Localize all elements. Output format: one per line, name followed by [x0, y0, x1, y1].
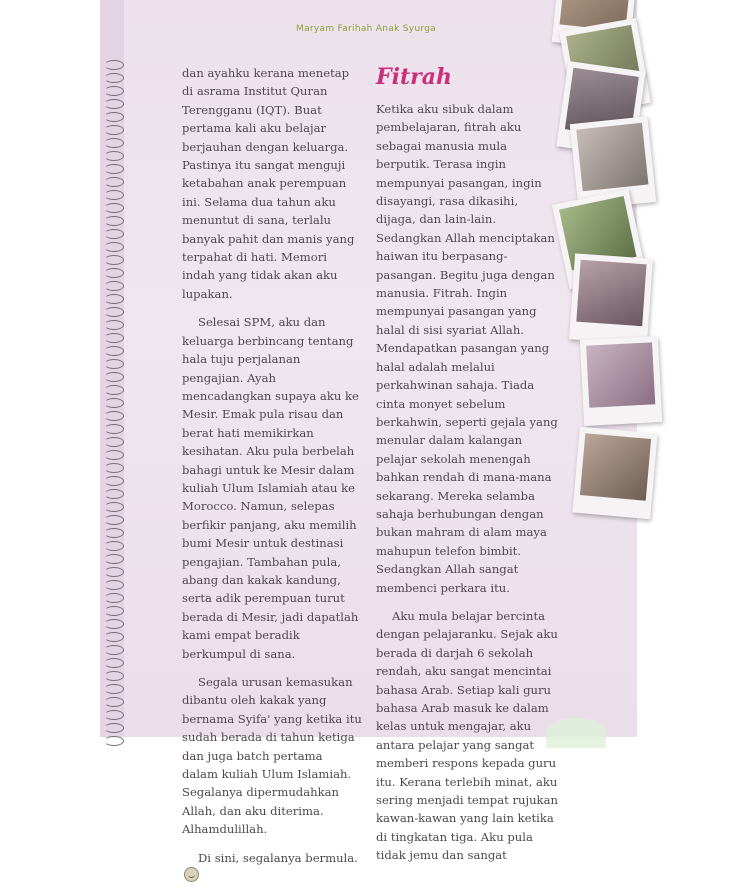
binding-ring: [104, 502, 124, 512]
section-title: Fitrah: [376, 64, 452, 90]
binding-ring: [104, 268, 124, 278]
binding-ring: [104, 463, 124, 473]
binding-ring: [104, 528, 124, 538]
binding-ring: [104, 515, 124, 525]
spiral-binding: [100, 0, 124, 737]
photo-frame: [580, 336, 662, 426]
binding-ring: [104, 437, 124, 447]
binding-ring: [104, 411, 124, 421]
binding-ring: [104, 554, 124, 564]
laughing-smiley-icon: [184, 867, 199, 882]
closing-text: Di sini, segalanya bermula.: [198, 850, 358, 865]
binding-ring: [104, 138, 124, 148]
book-page: [100, 0, 637, 865]
left-column: [182, 64, 362, 895]
binding-ring: [104, 619, 124, 629]
right-column: [376, 64, 560, 875]
binding-ring: [104, 606, 124, 616]
paragraph: Aku mula belajar bercinta dengan pelajaranku. Sejak aku berada di darjah 6 sekolah rendah, aku sangat mencintai bahasa Arab. Setiap kali guru bahasa Arab masuk ke dalam kelas untuk mengajar, aku antara pelajar yang sangat memberi respons kepada guru itu. Kerana terlebih minat, aku sering menjadi tempat rujukan kawan-kawan yang lain ketika di tingkatan tiga. Aku pula tidak jemu dan sangat: [376, 608, 558, 863]
binding-ring: [104, 216, 124, 226]
photo-collage: [560, 0, 637, 737]
binding-ring: [104, 450, 124, 460]
photo-image: [576, 123, 648, 192]
binding-ring: [104, 346, 124, 356]
binding-ring: [104, 359, 124, 369]
binding-ring: [104, 125, 124, 135]
binding-ring: [104, 632, 124, 642]
binding-ring: [104, 684, 124, 694]
binding-ring: [104, 736, 124, 746]
binding-ring: [104, 203, 124, 213]
binding-ring: [104, 86, 124, 96]
binding-ring: [104, 151, 124, 161]
binding-ring: [104, 73, 124, 83]
binding-ring: [104, 164, 124, 174]
leaf-decoration: [546, 718, 606, 748]
binding-ring: [104, 60, 124, 70]
paragraph: Selesai SPM, aku dan keluarga berbincang tentang hala tuju perjalanan pengajian. Ayah mencadangkan supaya aku ke Mesir. Emak pula risau dan berat hati memikirkan kesihatan. Aku pula berbelah bahagi untuk ke Mesir dalam kuliah Ulum Islamiah atau ke Morocco. Namun, selepas berfikir panjang, aku memilih bumi Mesir untuk destinasi pengajian. Tambahan pula, abang dan kakak kandung, serta adik perempuan turut berada di Mesir, jadi dapatlah kami empat beradik berkumpul di sana.: [182, 315, 359, 661]
binding-ring: [104, 658, 124, 668]
binding-ring: [104, 385, 124, 395]
binding-ring: [104, 567, 124, 577]
closing-line: [182, 849, 362, 886]
paragraph: dan ayahku kerana menetap di asrama Institut Quran Terengganu (IQT). Buat pertama kali aku belajar berjauhan dengan keluarga. Pastinya itu sangat menguji ketabahan anak perempuan ini. Selama dua tahun aku menuntut di sana, terlalu banyak pahit dan manis yang terpahat di hati. Memori indah yang tidak akan aku lupakan.: [182, 66, 355, 301]
binding-ring: [104, 255, 124, 265]
photo-frame: [572, 427, 657, 519]
binding-ring: [104, 398, 124, 408]
binding-ring: [104, 580, 124, 590]
binding-ring: [104, 489, 124, 499]
photo-image: [576, 260, 646, 326]
binding-ring: [104, 281, 124, 291]
photo-frame: [569, 253, 653, 344]
binding-ring: [104, 99, 124, 109]
binding-ring: [104, 671, 124, 681]
binding-ring: [104, 190, 124, 200]
running-header: Maryam Farihah Anak Syurga: [296, 24, 437, 34]
binding-ring: [104, 645, 124, 655]
photo-image: [580, 433, 651, 501]
binding-ring: [104, 307, 124, 317]
binding-ring: [104, 320, 124, 330]
binding-ring: [104, 333, 124, 343]
paragraph: Segala urusan kemasukan dibantu oleh kakak yang bernama Syifa' yang ketika itu sudah berada di tahun ketiga dan juga batch pertama dalam kuliah Ulum Islamiah. Segalanya dipermudahkan Allah, dan aku diterima. Alhamdulillah.: [182, 675, 362, 837]
binding-ring: [104, 541, 124, 551]
binding-ring: [104, 177, 124, 187]
binding-ring: [104, 372, 124, 382]
binding-ring: [104, 723, 124, 733]
binding-ring: [104, 294, 124, 304]
paragraph: Ketika aku sibuk dalam pembelajaran, fitrah aku sebagai manusia mula berputik. Terasa ingin mempunyai pasangan, ingin disayangi, rasa dikasihi, dijaga, dan lain-lain. Sedangkan Allah menciptakan haiwan itu berpasang-pasangan. Begitu juga dengan manusia. Fitrah. Ingin mempunyai pasangan yang halal di sisi syariat Allah. Mendapatkan pasangan yang halal adalah melalui perkahwinan sahaja. Tiada cinta monyet sebelum berkahwin, seperti gejala yang menular dalam kalangan pelajar sekolah menengah bahkan rendah di mana-mana sekarang. Mereka selamba sahaja berhubungan dengan bukan mahram di alam maya mahupun telefon bimbit. Sedangkan Allah sangat membenci perkara itu.: [376, 102, 558, 595]
binding-ring: [104, 710, 124, 720]
binding-ring: [104, 476, 124, 486]
binding-ring: [104, 697, 124, 707]
binding-ring: [104, 112, 124, 122]
binding-ring: [104, 593, 124, 603]
binding-ring: [104, 424, 124, 434]
binding-ring: [104, 242, 124, 252]
binding-ring: [104, 229, 124, 239]
photo-image: [586, 342, 655, 407]
